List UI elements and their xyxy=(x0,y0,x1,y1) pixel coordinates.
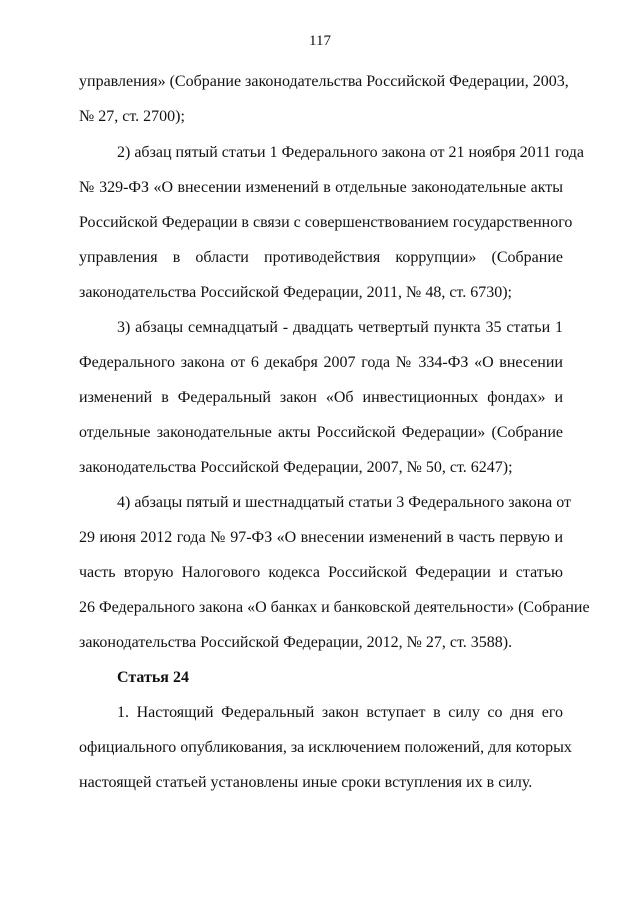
paragraph-line: законодательства Российской Федерации, 2012, № 27, ст. 3588). xyxy=(79,634,513,651)
paragraph-line: управления» (Собрание законодательства Российской Федерации, 2003, xyxy=(79,73,569,90)
paragraph-line: законодательства Российской Федерации, 2007, № 50, ст. 6247); xyxy=(79,459,513,476)
paragraph-line: изменений в Федеральный закон «Об инвестиционных фондах» и xyxy=(79,389,563,406)
page-number: 117 xyxy=(309,33,331,49)
article-heading: Статья 24 xyxy=(117,669,189,686)
paragraph-line: управления в области противодействия коррупции» (Собрание xyxy=(79,249,563,266)
paragraph-line: 29 июня 2012 года № 97-ФЗ «О внесении изменений в часть первую и xyxy=(79,529,563,546)
paragraph-line: часть вторую Налогового кодекса Российской Федерации и статью xyxy=(79,564,563,581)
paragraph-line: 4) абзацы пятый и шестнадцатый статьи 3 Федерального закона от xyxy=(117,494,572,511)
paragraph-line: № 329-ФЗ «О внесении изменений в отдельные законодательные акты xyxy=(79,179,563,196)
paragraph-line: Федерального закона от 6 декабря 2007 года № 334-ФЗ «О внесении xyxy=(79,354,563,371)
paragraph-line: настоящей статьей установлены иные сроки вступления их в силу. xyxy=(79,774,533,791)
paragraph-line: 1. Настоящий Федеральный закон вступает в силу со дня его xyxy=(117,704,563,721)
paragraph-line: отдельные законодательные акты Российской Федерации» (Собрание xyxy=(79,424,563,441)
paragraph-line: 3) абзацы семнадцатый - двадцать четвертый пункта 35 статьи 1 xyxy=(117,319,563,336)
paragraph-line: Российской Федерации в связи с совершенствованием государственного xyxy=(79,214,573,231)
paragraph-line: 26 Федерального закона «О банках и банковской деятельности» (Собрание xyxy=(79,599,590,616)
paragraph-line: законодательства Российской Федерации, 2011, № 48, ст. 6730); xyxy=(79,284,512,301)
paragraph-line: № 27, ст. 2700); xyxy=(79,108,185,125)
paragraph-line: официального опубликования, за исключением положений, для которых xyxy=(79,739,572,756)
paragraph-line: 2) абзац пятый статьи 1 Федерального закона от 21 ноября 2011 года xyxy=(117,144,584,161)
